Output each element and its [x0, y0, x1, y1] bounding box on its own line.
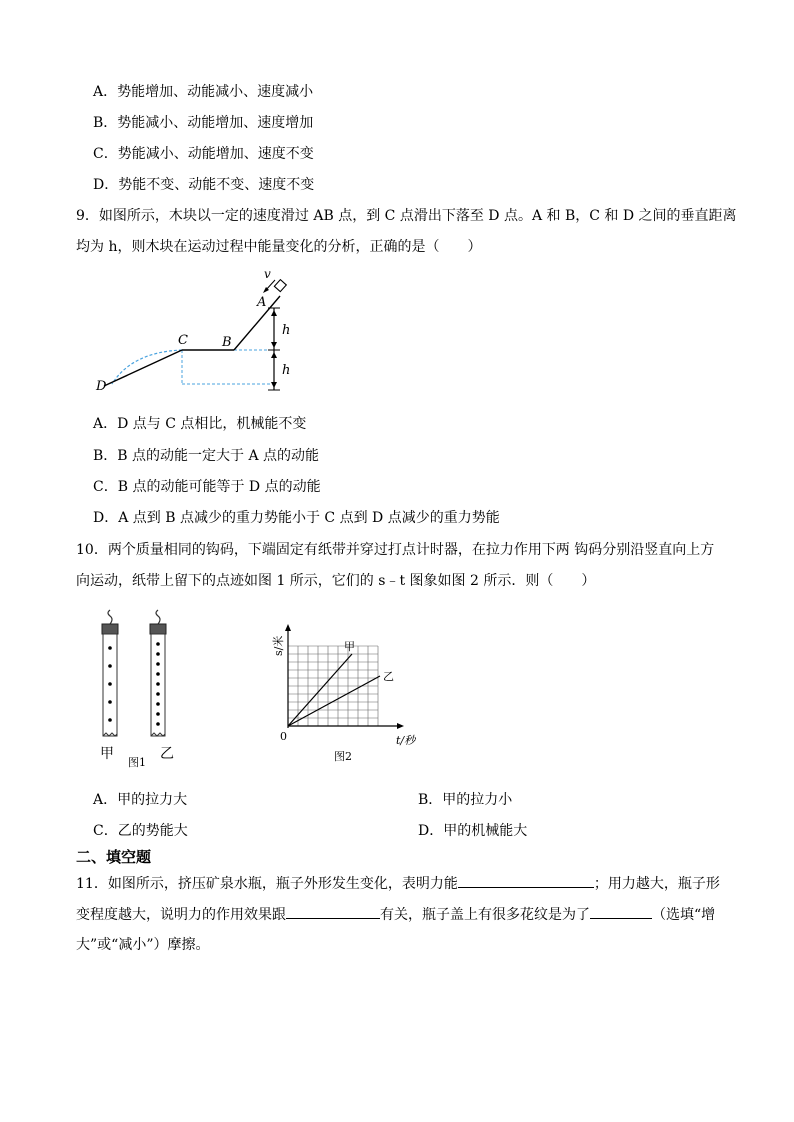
height-arrowhead [271, 352, 277, 358]
tape-dot [156, 642, 160, 646]
tape-dot [156, 652, 160, 656]
line-jia-label: 甲 [344, 640, 355, 653]
q11-line1-text-a: 11．如图所示，挤压矿泉水瓶，瓶子外形发生变化，表明力能 [76, 876, 458, 892]
hook-icon [156, 610, 160, 624]
tape-dot [156, 712, 160, 716]
tape-dot [156, 672, 160, 676]
q10-option-c: C．乙的势能大 [93, 823, 188, 839]
q10-figure1 [88, 608, 198, 770]
height-arrowhead [271, 310, 277, 316]
height-arrowhead [271, 342, 277, 348]
q9-option-a: A．D 点与 C 点相比，机械能不变 [93, 416, 307, 432]
q11-blank-1[interactable] [458, 873, 594, 888]
q11-blank-3[interactable] [590, 904, 652, 919]
q10-option-d: D．甲的机械能大 [418, 823, 528, 839]
x-axis-arrow [397, 723, 404, 729]
tape-dot [108, 664, 112, 668]
q8-option-a: A．势能增加、动能减小、速度减小 [93, 84, 314, 100]
q9-stem-line2: 均为 h，则木块在运动过程中能量变化的分析，正确的是（ ） [76, 239, 482, 255]
label-yi: 乙 [160, 746, 174, 762]
origin-label: 0 [280, 730, 287, 743]
weight-body [102, 624, 118, 634]
q10-option-b: B．甲的拉力小 [418, 792, 513, 808]
figure1-caption: 图1 [128, 756, 146, 769]
weight-yi [150, 610, 166, 736]
section-title: 二、填空题 [76, 848, 152, 866]
q11-line1 [76, 873, 720, 894]
q11-line2 [76, 904, 715, 925]
tape-dot [156, 682, 160, 686]
figure2-caption: 图2 [334, 750, 352, 763]
x-axis-label: t/秒 [396, 734, 416, 747]
tape-dot [108, 682, 112, 686]
y-axis-arrow [285, 624, 291, 631]
tape-dot [156, 692, 160, 696]
q8-option-c: C．势能减小、动能增加、速度不变 [93, 146, 314, 162]
q10-stem-line2: 向运动，纸带上留下的点迹如图 1 所示，它们的 s﹣t 图象如图 2 所示．则（ ） [76, 573, 596, 589]
label-h1: h [282, 323, 291, 338]
line-yi-label: 乙 [383, 670, 394, 683]
q8-option-b: B．势能减小、动能增加、速度增加 [93, 115, 314, 131]
wooden-block [274, 280, 286, 292]
q9-stem-line1: 9．如图所示，木块以一定的速度滑过 AB 点，到 C 点滑出下落至 D 点。A 和 B，C 和 D 之间的垂直距离 [76, 208, 737, 224]
grid [288, 646, 378, 726]
label-v: v [264, 268, 271, 281]
q11-line2-text-a: 变程度越大，说明力的作用效果跟 [76, 907, 286, 923]
q11-line2-text-b: 有关，瓶子盖上有很多花纹是为了 [380, 907, 590, 923]
q11-line1-text-b: ；用力越大，瓶子形 [593, 876, 720, 892]
hook-icon [108, 610, 112, 624]
label-a: A [257, 295, 267, 310]
tape-dot [108, 646, 112, 650]
label-jia: 甲 [100, 746, 114, 762]
line-yi [288, 676, 380, 726]
track-dc [104, 350, 182, 386]
weight-body [150, 624, 166, 634]
height-arrowhead [271, 382, 277, 388]
line-jia [288, 654, 352, 726]
q9-option-d: D．A 点到 B 点减少的重力势能小于 C 点到 D 点减少的重力势能 [93, 510, 500, 526]
q10-figure2 [268, 616, 428, 766]
label-d: D [96, 379, 107, 394]
q11-line2-text-c: （选填“增 [652, 907, 716, 923]
q8-option-d: D．势能不变、动能不变、速度不变 [93, 177, 315, 193]
q10-option-a: A．甲的拉力大 [93, 792, 188, 808]
tape-dot [156, 702, 160, 706]
label-c: C [178, 333, 188, 348]
q11-blank-2[interactable] [286, 904, 380, 919]
tape-dot [108, 718, 112, 722]
q9-figure [92, 268, 312, 398]
weight-jia [102, 610, 118, 736]
q9-option-c: C．B 点的动能可能等于 D 点的动能 [93, 479, 321, 495]
q10-stem-line1: 10．两个质量相同的钩码，下端固定有纸带并穿过打点计时器，在拉力作用下两 钩码分别沿竖直向上方 [76, 542, 715, 558]
label-h2: h [282, 363, 291, 378]
tape-dot [108, 700, 112, 704]
tape-dot [156, 662, 160, 666]
q11-line3: 大”或“减小”）摩擦。 [76, 937, 210, 953]
tape-dot [156, 722, 160, 726]
label-b: B [222, 335, 232, 350]
y-axis-label: s/米 [272, 635, 285, 656]
q9-option-b: B．B 点的动能一定大于 A 点的动能 [93, 448, 320, 464]
